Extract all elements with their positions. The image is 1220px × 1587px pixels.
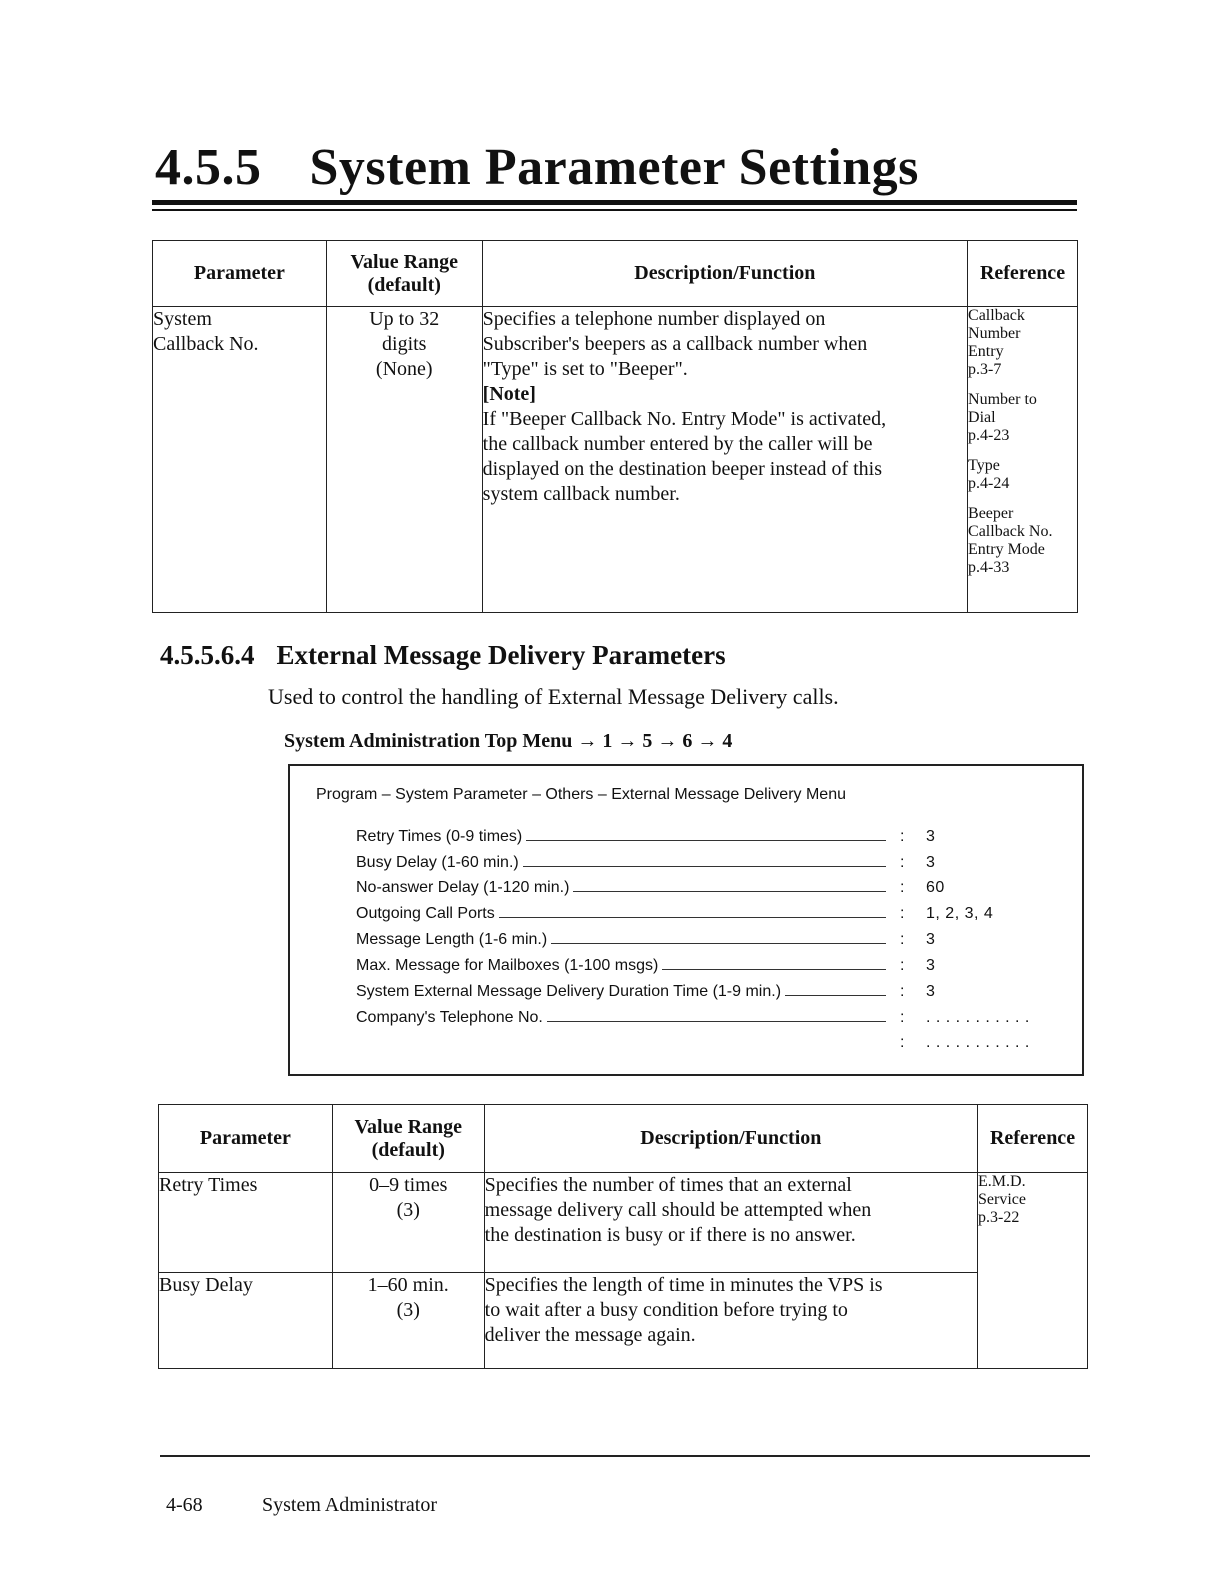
delivery-parameters-table xyxy=(158,1104,1088,1369)
parameter-cell: System Callback No. xyxy=(153,307,327,613)
parameter-cell: Retry Times xyxy=(159,1173,333,1273)
screen-title: Program – System Parameter – Others – External Message Delivery Menu xyxy=(316,786,846,803)
menu-row-duration-time: System External Message Delivery Duration Time (1-9 min.) : 3 xyxy=(356,983,936,1000)
table-row xyxy=(159,1273,1088,1369)
menu-row-outgoing-call-ports: Outgoing Call Ports : 1, 2, 3, 4 xyxy=(356,905,994,922)
reference-cell: E.M.D. Service p.3-22 xyxy=(978,1173,1088,1369)
parameter-cell: Busy Delay xyxy=(159,1273,333,1369)
reference-number-to-dial: Number to Dial p.4-23 xyxy=(968,391,1037,444)
menu-row-retry-times: Retry Times (0-9 times) : 3 xyxy=(356,828,936,845)
reference-type: Type p.4-24 xyxy=(968,457,1010,492)
menu-row-no-answer-delay: No-answer Delay (1-120 min.) : 60 xyxy=(356,879,945,896)
subsection-number: 4.5.5.6.4 xyxy=(160,640,255,670)
section-title: System Parameter Settings xyxy=(309,139,919,196)
title-rule-thin xyxy=(152,209,1077,211)
header-value-range: Value Range (default) xyxy=(332,1105,484,1173)
menu-row-busy-delay: Busy Delay (1-60 min.) : 3 xyxy=(356,854,936,871)
footer-section: System Administrator xyxy=(262,1494,437,1516)
table-header-row xyxy=(159,1105,1088,1173)
reference-cell xyxy=(968,307,1078,613)
description-cell: Specifies the number of times that an external message delivery call should be attempted when the destination is busy or if there is no answer. xyxy=(484,1173,977,1273)
header-value-range: Value Range (default) xyxy=(326,241,482,307)
subsection-lead: Used to control the handling of External Message Delivery calls. xyxy=(268,684,839,709)
subsection-heading xyxy=(160,640,726,671)
header-reference: Reference xyxy=(968,241,1078,307)
reference-callback-number-entry: Callback Number Entry p.3-7 xyxy=(968,307,1025,378)
header-description: Description/Function xyxy=(484,1105,977,1173)
menu-row-message-length: Message Length (1-6 min.) : 3 xyxy=(356,931,936,948)
description-cell: Specifies the length of time in minutes the VPS is to wait after a busy condition before trying to deliver the message again. xyxy=(484,1273,977,1369)
note-heading: [Note] xyxy=(482,383,536,405)
table-row xyxy=(159,1173,1088,1273)
value-cell: Up to 32 digits (None) xyxy=(326,307,482,613)
value-cell: 1–60 min. (3) xyxy=(332,1273,484,1369)
subsection-title: External Message Delivery Parameters xyxy=(276,640,726,670)
menu-row-company-telephone-2: : . . . . . . . . . . . xyxy=(900,1034,1030,1051)
page-number: 4-68 xyxy=(166,1494,203,1516)
title-rule xyxy=(152,200,1077,205)
description-cell: Specifies a telephone number displayed on Subscriber's beepers as a callback number when "Type" is set to "Beeper". [Note] If "Beeper Callback No. Entry Mode" is activated, the callback number entered by the caller will be displayed on the destination beeper instead of this system callback number. xyxy=(482,307,967,613)
table-header-row xyxy=(153,241,1078,307)
menu-path: System Administration Top Menu → 1 → 5 → 6 → 4 xyxy=(284,730,733,752)
footer-rule xyxy=(160,1455,1090,1457)
reference-beeper-callback: Beeper Callback No. Entry Mode p.4-33 xyxy=(968,505,1053,576)
header-reference: Reference xyxy=(978,1105,1088,1173)
menu-row-max-message: Max. Message for Mailboxes (1-100 msgs) : 3 xyxy=(356,957,936,974)
header-parameter: Parameter xyxy=(159,1105,333,1173)
header-description: Description/Function xyxy=(482,241,967,307)
system-callback-table xyxy=(152,240,1078,613)
header-parameter: Parameter xyxy=(153,241,327,307)
table-row xyxy=(153,307,1078,613)
value-cell: 0–9 times (3) xyxy=(332,1173,484,1273)
section-number: 4.5.5 xyxy=(155,139,262,196)
menu-row-company-telephone: Company's Telephone No. : . . . . . . . . . . . xyxy=(356,1009,1030,1026)
page-title xyxy=(155,138,919,197)
delivery-menu-screen xyxy=(288,764,1084,1076)
